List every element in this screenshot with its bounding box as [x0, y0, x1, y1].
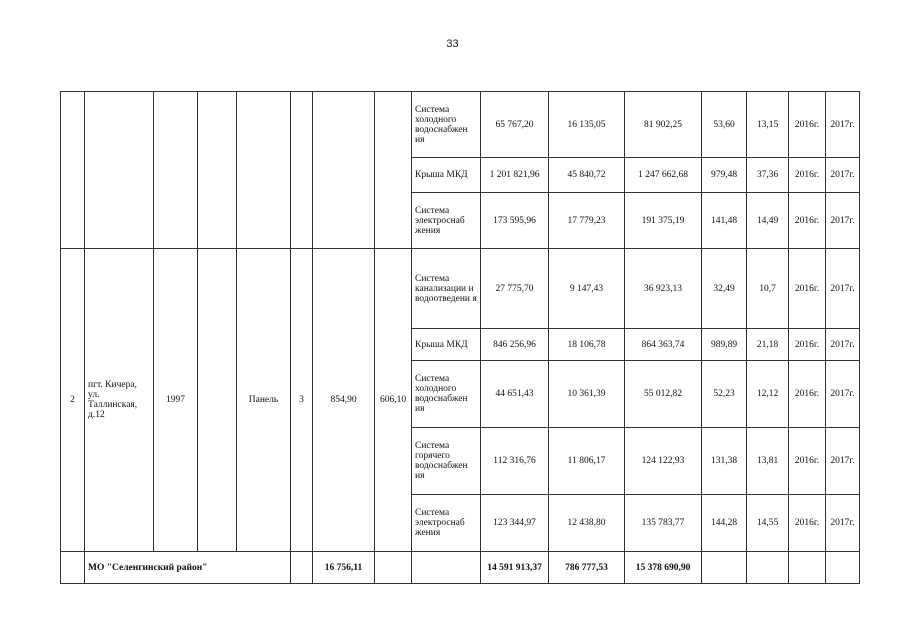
- empty-cell: [313, 92, 375, 249]
- empty-cell: [412, 552, 481, 584]
- year-to-cell: 2017г.: [826, 92, 860, 158]
- year-from-cell: 2016г.: [789, 361, 826, 428]
- build-year: 1997: [154, 249, 198, 552]
- cost-cell: 11 806,17: [549, 428, 625, 495]
- total-cost-cell: 81 902,25: [625, 92, 702, 158]
- empty-cell: [237, 92, 291, 249]
- empty-cell: [826, 552, 860, 584]
- totals-cost-b: 786 777,53: [549, 552, 625, 584]
- unit-cost-cell: 979,48: [702, 158, 747, 193]
- cost-cell: 123 344,97: [481, 495, 549, 552]
- cost-cell: 16 135,05: [549, 92, 625, 158]
- cost-cell: 27 775,70: [481, 249, 549, 329]
- totals-area: 16 756,11: [313, 552, 375, 584]
- cost-cell: 45 840,72: [549, 158, 625, 193]
- year-from-cell: 2016г.: [789, 158, 826, 193]
- floor-count: 3: [291, 249, 313, 552]
- living-area: 606,10: [375, 249, 412, 552]
- year-from-cell: 2016г.: [789, 249, 826, 329]
- cost-cell: 846 256,96: [481, 329, 549, 361]
- year-to-cell: 2017г.: [826, 361, 860, 428]
- year-to-cell: 2017г.: [826, 193, 860, 249]
- total-cost-cell: 191 375,19: [625, 193, 702, 249]
- year-from-cell: 2016г.: [789, 193, 826, 249]
- empty-cell: [375, 552, 412, 584]
- cost-cell: 10 361,39: [549, 361, 625, 428]
- unit-cost-cell: 32,49: [702, 249, 747, 329]
- empty-cell: [789, 552, 826, 584]
- house-address: пгт. Кичера, ул. Таллинская, д.12: [85, 249, 154, 552]
- table-row: [61, 249, 860, 329]
- year-from-cell: 2016г.: [789, 92, 826, 158]
- empty-cell: [154, 92, 198, 249]
- system-name: Система электроснаб жения: [412, 495, 481, 552]
- totals-label: МО "Селенгинский район": [85, 552, 291, 584]
- empty-cell: [291, 92, 313, 249]
- totals-total: 15 378 690,90: [625, 552, 702, 584]
- empty-cell: [747, 552, 789, 584]
- year-from-cell: 2016г.: [789, 329, 826, 361]
- empty-cell: [702, 552, 747, 584]
- wall-material: Панель: [237, 249, 291, 552]
- system-name: Крыша МКД: [412, 158, 481, 193]
- system-name: Система электроснаб жения: [412, 193, 481, 249]
- system-name: Система холодного водоснабжен ия: [412, 361, 481, 428]
- empty-cell: [375, 92, 412, 249]
- cost-cell: 12 438,80: [549, 495, 625, 552]
- total-cost-cell: 135 783,77: [625, 495, 702, 552]
- empty-cell: [198, 249, 237, 552]
- empty-cell: [198, 92, 237, 249]
- empty-cell: [85, 92, 154, 249]
- year-to-cell: 2017г.: [826, 495, 860, 552]
- unit-cost-cell: 37,36: [747, 158, 789, 193]
- unit-cost-cell: 13,81: [747, 428, 789, 495]
- total-cost-cell: 864 363,74: [625, 329, 702, 361]
- cost-cell: 65 767,20: [481, 92, 549, 158]
- system-name: Система канализации и водоотведени я: [412, 249, 481, 329]
- cost-cell: 1 201 821,96: [481, 158, 549, 193]
- empty-cell: [61, 552, 85, 584]
- cost-cell: 112 316,76: [481, 428, 549, 495]
- total-area: 854,90: [313, 249, 375, 552]
- cost-cell: 44 651,43: [481, 361, 549, 428]
- empty-cell: [61, 92, 85, 249]
- unit-cost-cell: 131,38: [702, 428, 747, 495]
- unit-cost-cell: 13,15: [747, 92, 789, 158]
- unit-cost-cell: 12,12: [747, 361, 789, 428]
- table-row: [61, 92, 860, 158]
- cost-cell: 18 106,78: [549, 329, 625, 361]
- system-name: Система холодного водоснабжен ия: [412, 92, 481, 158]
- unit-cost-cell: 52,23: [702, 361, 747, 428]
- unit-cost-cell: 10,7: [747, 249, 789, 329]
- page-number: 33: [446, 38, 459, 50]
- system-name: Крыша МКД: [412, 329, 481, 361]
- totals-cost-a: 14 591 913,37: [481, 552, 549, 584]
- total-cost-cell: 36 923,13: [625, 249, 702, 329]
- unit-cost-cell: 53,60: [702, 92, 747, 158]
- row-number: 2: [61, 249, 85, 552]
- year-to-cell: 2017г.: [826, 249, 860, 329]
- unit-cost-cell: 989,89: [702, 329, 747, 361]
- year-from-cell: 2016г.: [789, 495, 826, 552]
- empty-cell: [291, 552, 313, 584]
- totals-row: [61, 552, 860, 584]
- total-cost-cell: 55 012,82: [625, 361, 702, 428]
- year-to-cell: 2017г.: [826, 428, 860, 495]
- cost-cell: 17 779,23: [549, 193, 625, 249]
- year-from-cell: 2016г.: [789, 428, 826, 495]
- unit-cost-cell: 144,28: [702, 495, 747, 552]
- unit-cost-cell: 14,49: [747, 193, 789, 249]
- cost-cell: 9 147,43: [549, 249, 625, 329]
- unit-cost-cell: 141,48: [702, 193, 747, 249]
- year-to-cell: 2017г.: [826, 158, 860, 193]
- system-name: Система горячего водоснабжен ия: [412, 428, 481, 495]
- unit-cost-cell: 21,18: [747, 329, 789, 361]
- repair-program-table: [60, 91, 860, 584]
- cost-cell: 173 595,96: [481, 193, 549, 249]
- total-cost-cell: 124 122,93: [625, 428, 702, 495]
- total-cost-cell: 1 247 662,68: [625, 158, 702, 193]
- unit-cost-cell: 14,55: [747, 495, 789, 552]
- year-to-cell: 2017г.: [826, 329, 860, 361]
